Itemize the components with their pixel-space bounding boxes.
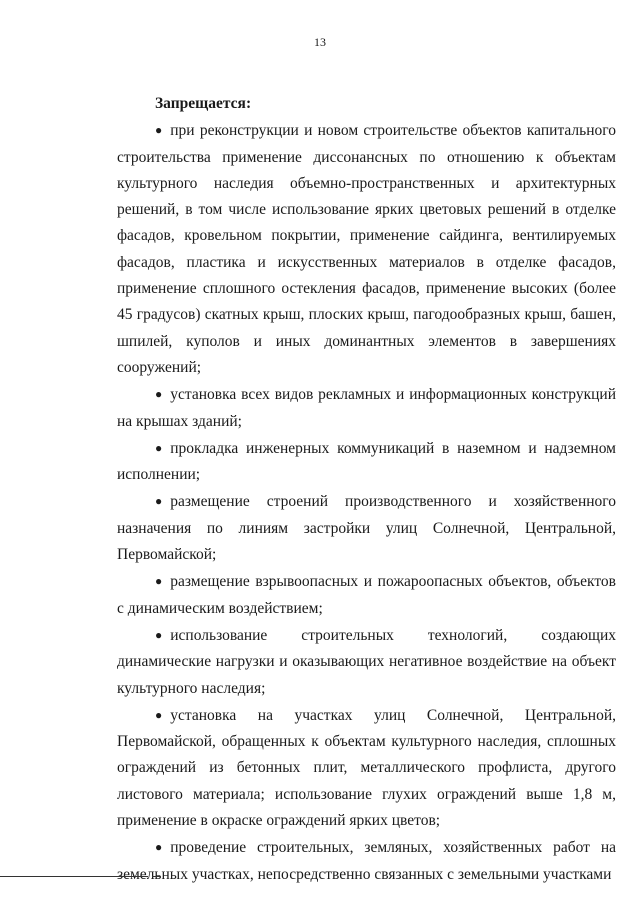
list-item-text: проведение строительных, земляных, хозяйственных работ на земельных участках, непосредственно связанных с земельными участками: [117, 839, 616, 883]
list-item: [117, 568, 616, 622]
list-item: [117, 381, 616, 435]
bullet-icon: ●: [155, 627, 163, 642]
list-item: [117, 622, 616, 702]
bullet-icon: ●: [155, 387, 163, 402]
list-item: [117, 435, 616, 489]
bullet-icon: ●: [155, 840, 163, 855]
bullet-icon: ●: [155, 494, 163, 509]
list-item-text: прокладка инженерных коммуникаций в наземном и надземном исполнении;: [117, 439, 616, 484]
footnote-divider-tail: [152, 876, 160, 877]
list-item-text: размещение строений производственного и хозяйственного назначения по линиям застройки улиц Солнечной, Центральной, Первомайской;: [117, 493, 616, 564]
list-item-text: использование строительных технологий, создающих динамические нагрузки и оказывающих негативное воздействие на объект культурного наследия;: [117, 626, 616, 697]
list-item: [117, 834, 616, 888]
bullet-icon: ●: [155, 440, 163, 455]
bullet-icon: ●: [155, 707, 163, 722]
list-item: [117, 117, 616, 381]
list-item-text: установка на участках улиц Солнечной, Центральной, Первомайской, обращенных к объектам культурного наследия, сплошных ограждений из бетонных плит, металлического профлиста, другого листового материала; использование глухих ограждений выше 1,8 м, применение в окраске ограждений ярких цветов;: [117, 706, 616, 830]
section-heading: Запрещается:: [155, 95, 252, 112]
page-number: 13: [314, 35, 326, 49]
list-item-text: размещение взрывоопасных и пожароопасных объектов, объектов с динамическим воздействием;: [117, 573, 616, 617]
bullet-icon: ●: [155, 123, 163, 138]
list-item: [117, 702, 616, 834]
bullet-icon: ●: [155, 574, 163, 589]
list-item-text: установка всех видов рекламных и информационных конструкций на крышах зданий;: [117, 386, 616, 430]
list-item: [117, 488, 616, 568]
list-item-text: при реконструкции и новом строительстве объектов капитального строительства применение диссонансных по отношению к объектам культурного наследия объемно-пространственных и архитектурных решений, в том числе использование ярких цветовых решений в отделке фасадов, кровельном покрытии, применение сайдинга, вентилируемых фасадов, пластика и искусственных материалов в отделке фасадов, применение сплошного остекления фасадов, применение высоких (более 45 градусов) скатных крыш, плоских крыш, пагодообразных крыш, башен, шпилей, куполов и иных доминантных элементов в завершениях сооружений;: [117, 122, 616, 376]
document-body: [117, 91, 616, 888]
footnote-divider: [0, 876, 148, 877]
